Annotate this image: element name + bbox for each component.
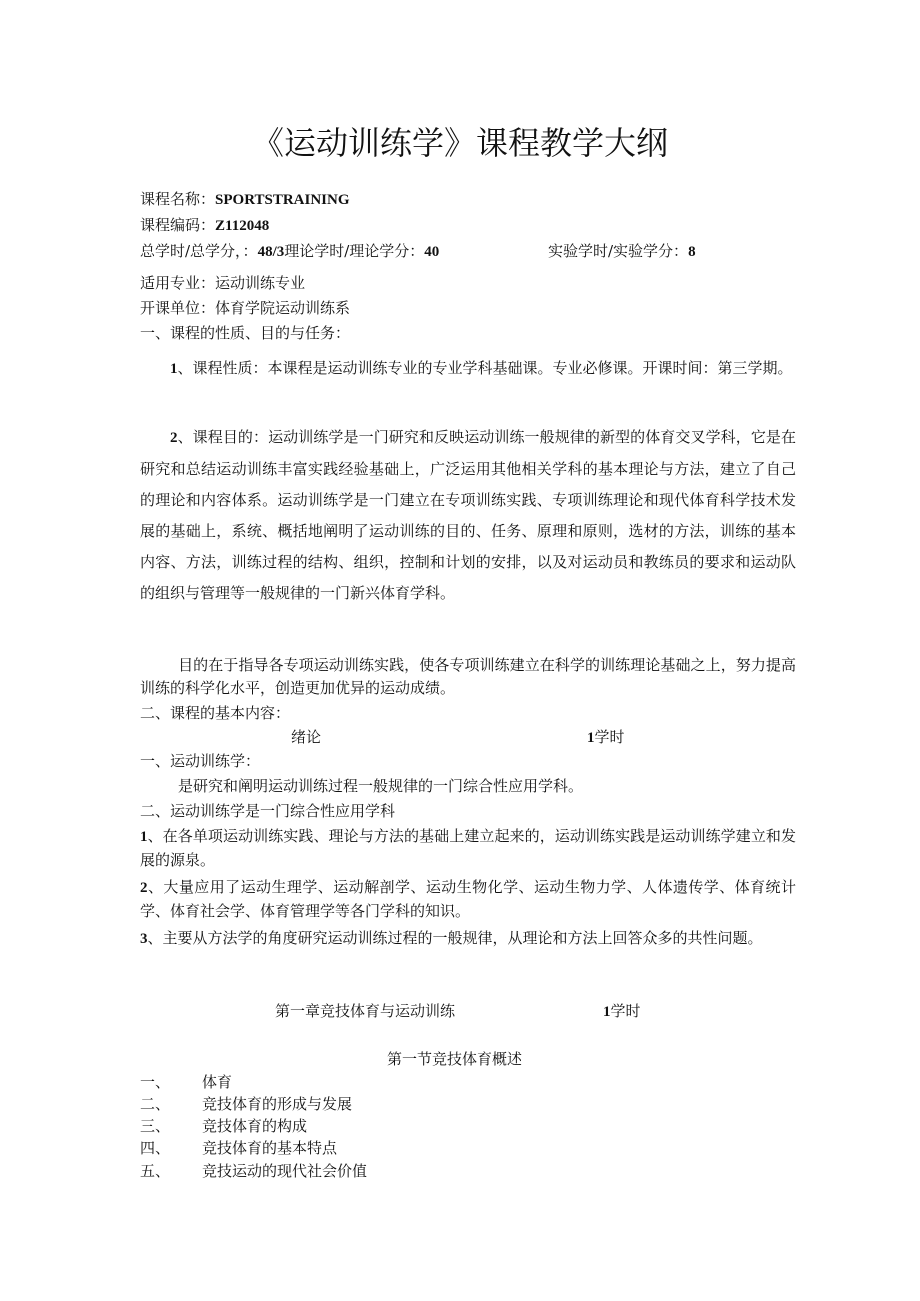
intro-hours: [587, 727, 625, 748]
p2-text: 、课程目的：运动训练学是一门研究和反映运动训练一般规律的新型的体育交叉学科，它是在研究和总结运动训练丰富实践经验基础上，广泛运用其他相关学科的基本理论与方法，建立了自己的理论和内容体系。运动训练学是一门建立在专项训练实践、专项训练理论和现代体育科学技术发展的基础上，系统、概括地阐明了运动训练的目的、任务、原理和原则，选材的方法，训练的基本内容、方法，训练过程的结构、组织，控制和计划的安排，以及对运动员和教练员的要求和运动队的组织与管理等一般规律的一门新兴体育学科。: [140, 428, 796, 602]
intro-hours-unit: 学时: [594, 728, 625, 746]
p1-text: 、课程性质：本课程是运动训练专业的专业学科基础课。专业必修课。开课时间：第三学期。: [177, 359, 793, 377]
pt2-text: 、大量应用了运动生理学、运动解剖学、运动生物化学、运动生物力学、人体遗传学、体育统计学、体育社会学、体育管理学等各门学科的知识。: [140, 878, 796, 920]
chapter1-hours: [603, 1001, 641, 1022]
outline-item: 竞技体育的形成与发展: [202, 1095, 353, 1113]
lab-hours: [548, 241, 696, 262]
pt1-text: 、在各单项运动训练实践、理论与方法的基础上建立起来的，运动训练实践是运动训练学建立和发展的源泉。: [140, 827, 796, 869]
intro-point-2: [140, 876, 796, 922]
chapter1-hours-num: 1: [603, 1004, 611, 1020]
outline-number: 二、: [140, 1095, 171, 1113]
outline-item: 竞技运动的现代社会价值: [202, 1162, 368, 1180]
course-name-line: [140, 189, 350, 210]
course-purpose-paragraph: [140, 422, 796, 609]
theory-label: 理论学时/理论学分：: [284, 242, 425, 260]
outline-item: 体育: [202, 1073, 233, 1091]
course-name-value: SPORTSTRAINING: [215, 192, 350, 208]
course-name-label: 课程名称：: [140, 190, 216, 208]
outline-item: 竞技体育的构成: [202, 1117, 308, 1135]
chapter1-title: 第一章竞技体育与运动训练: [275, 1002, 456, 1020]
course-code-line: [140, 215, 269, 236]
p1-number: 1: [170, 361, 178, 377]
lab-value: 8: [688, 244, 696, 260]
applicable-major: 适用专业：运动训练专业: [140, 274, 306, 292]
document-title: 《运动训练学》课程教学大纲: [251, 124, 668, 162]
section1-heading: 一、课程的性质、目的与任务：: [140, 324, 351, 342]
course-code-value: Z112048: [215, 218, 270, 234]
course-nature-paragraph: [140, 353, 796, 385]
theory-value: 40: [424, 244, 440, 260]
outline-number: 四、: [140, 1139, 171, 1157]
intro-hours-num: 1: [587, 730, 595, 746]
hours-value: 48/3: [257, 244, 285, 260]
hours-label: 总学时/总学分，：: [140, 242, 258, 260]
pt3-text: 、主要从方法学的角度研究运动训练过程的一般规律，从理论和方法上回答众多的共性问题。: [147, 929, 763, 947]
offering-unit: 开课单位：体育学院运动训练系: [140, 299, 351, 317]
intro-item-1: 一、运动训练学：: [140, 752, 261, 770]
section2-heading: 二、课程的基本内容：: [140, 704, 291, 722]
intro-title: 绪论: [291, 728, 322, 746]
course-hours-line: [140, 241, 439, 262]
p3-text: 目的在于指导各专项运动训练实践，使各专项训练建立在科学的训练理论基础之上，努力提高训练的科学化水平，创造更加优异的运动成绩。: [140, 656, 796, 697]
pt2-number: 2: [140, 880, 148, 896]
pt1-number: 1: [140, 829, 148, 845]
outline-number: 五、: [140, 1162, 171, 1180]
intro-item-2: 二、运动训练学是一门综合性应用学科: [140, 802, 396, 820]
lab-label: 实验学时/实验学分：: [548, 242, 689, 260]
intro-item-1-text: 是研究和阐明运动训练过程一般规律的一门综合性应用学科。: [178, 777, 584, 795]
purpose-goal-paragraph: [140, 654, 796, 699]
course-code-label: 课程编码：: [140, 216, 216, 234]
chapter1-hours-unit: 学时: [610, 1002, 641, 1020]
intro-point-3: [140, 927, 796, 951]
pt3-number: 3: [140, 931, 148, 947]
p2-number: 2: [170, 430, 178, 446]
intro-point-1: [140, 825, 796, 871]
section1-title: 第一节竞技体育概述: [387, 1050, 523, 1068]
outline-number: 一、: [140, 1073, 171, 1091]
outline-item: 竞技体育的基本特点: [202, 1139, 338, 1157]
outline-number: 三、: [140, 1117, 171, 1135]
